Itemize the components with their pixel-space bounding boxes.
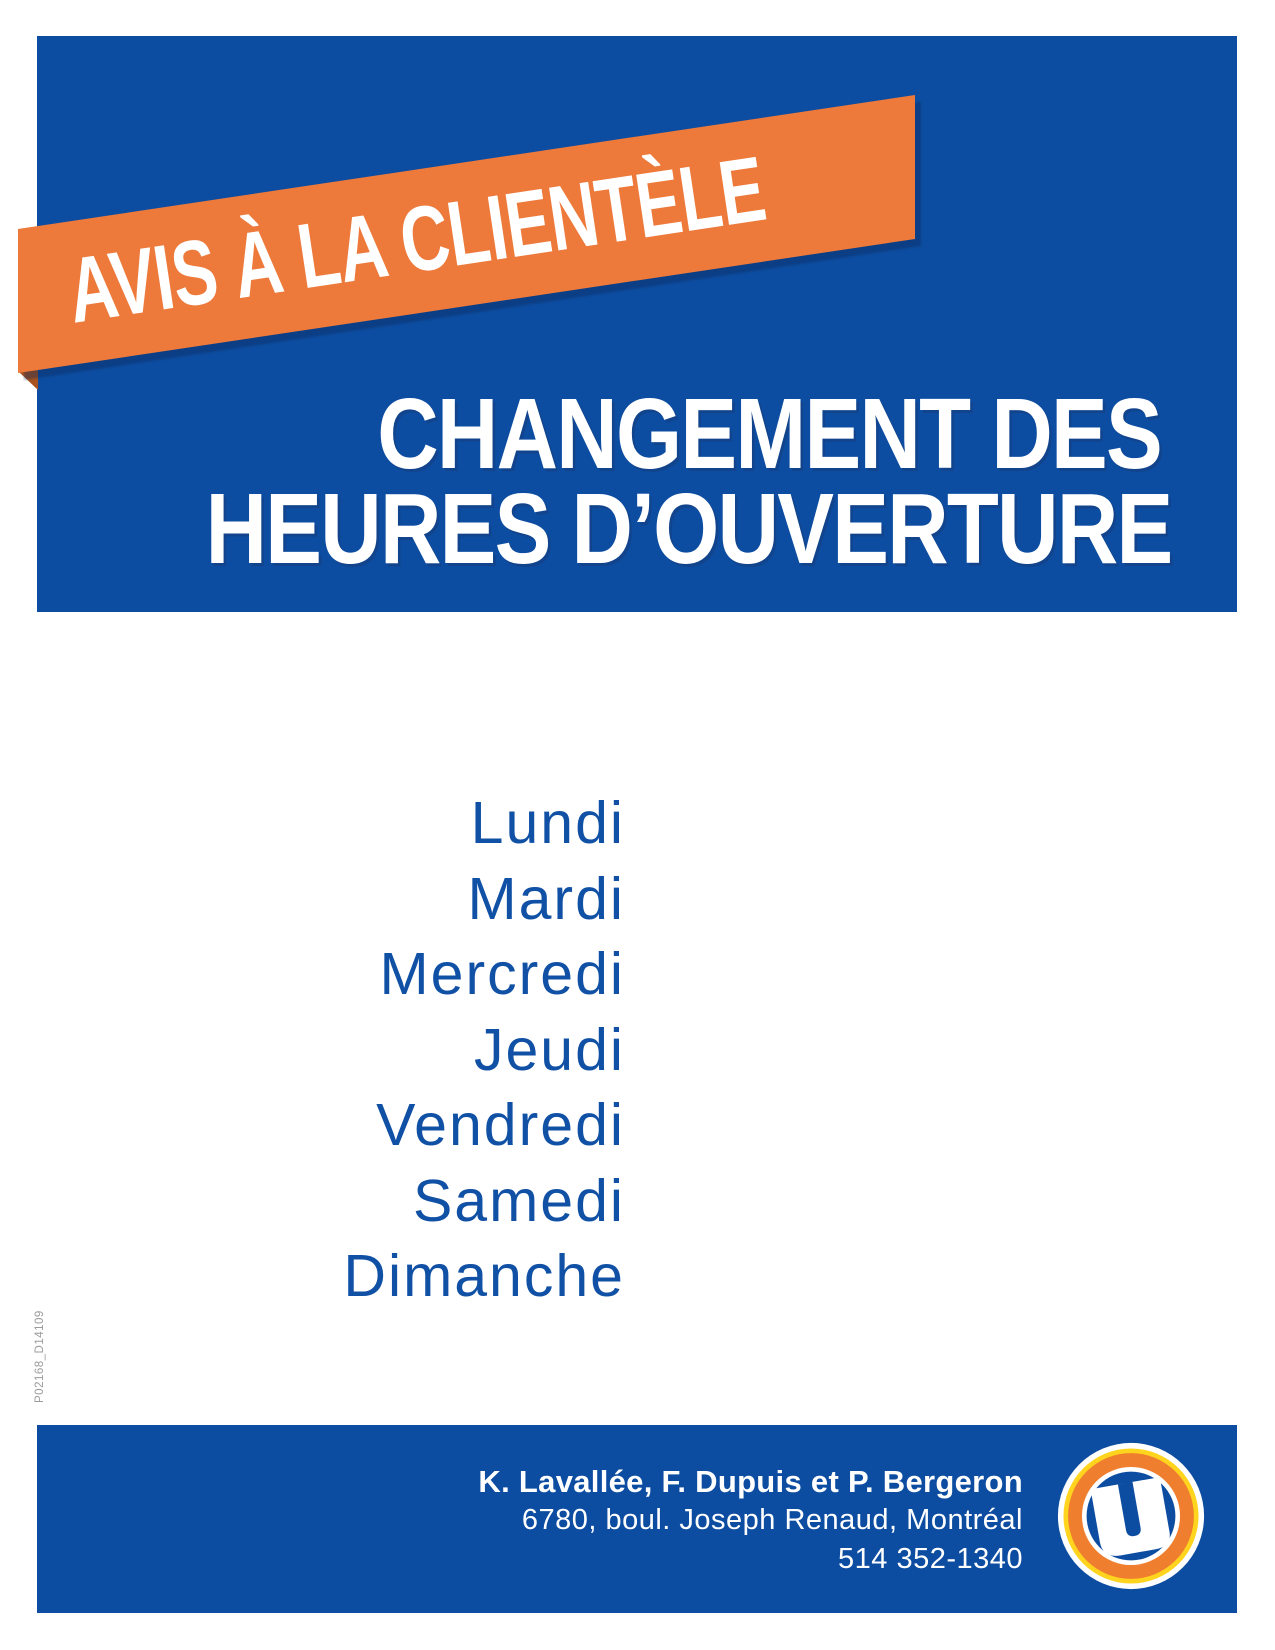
footer-contact-block <box>478 1462 1023 1578</box>
headline-line-2: HEURES D’OUVERTURE <box>205 473 1172 585</box>
day-item-dimanche: Dimanche <box>343 1243 625 1309</box>
uniprix-logo-icon <box>1057 1442 1205 1590</box>
day-item-mardi: Mardi <box>467 865 625 932</box>
day-item-lundi: Lundi <box>470 790 625 856</box>
day-item-samedi: Samedi <box>412 1167 625 1234</box>
headline-line-1: CHANGEMENT DES <box>377 378 1162 490</box>
store-address: 6780, boul. Joseph Renaud, Montréal <box>521 1504 1023 1536</box>
pharmacist-names: K. Lavallée, F. Dupuis et P. Bergeron <box>478 1464 1023 1499</box>
headline <box>37 378 1172 585</box>
notice-ribbon-label: AVIS À LA CLIENTÈLE <box>61 137 772 343</box>
days-list <box>0 786 625 1315</box>
day-item-mercredi: Mercredi <box>379 941 625 1007</box>
store-phone: 514 352-1340 <box>838 1543 1023 1575</box>
day-item-vendredi: Vendredi <box>376 1092 625 1158</box>
print-code: P02168_D14109 <box>34 1310 46 1403</box>
footer-blue-bar <box>37 1425 1237 1613</box>
day-item-jeudi: Jeudi <box>473 1016 625 1083</box>
